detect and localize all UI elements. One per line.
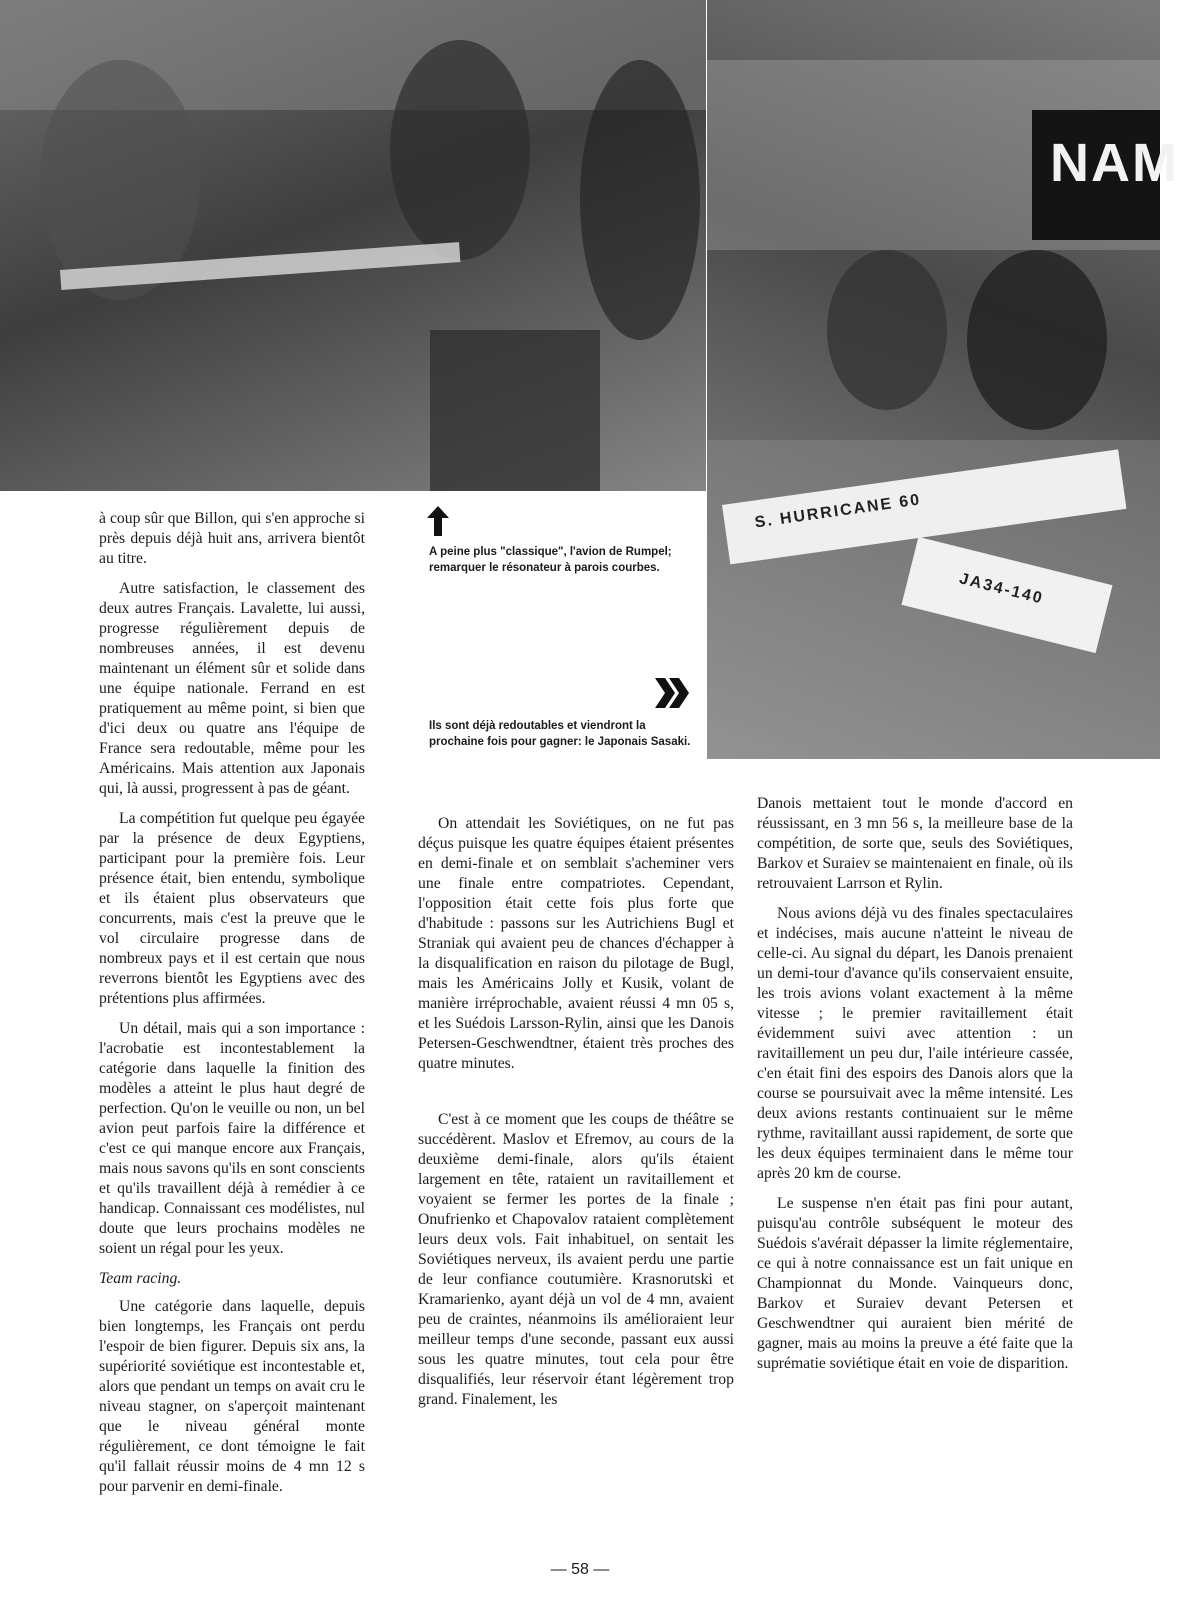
article-column-2: [418, 814, 734, 1420]
article-column-3: [757, 794, 1073, 1384]
section-heading: Team racing.: [99, 1270, 182, 1287]
plane-wing2-text: JA34-140: [957, 570, 1046, 608]
paragraph: Le suspense n'en était pas fini pour autant, puisqu'au contrôle subséquent le moteur des Suédois s'avérait dépasser la limite réglementaire, ce qui à notre connaissance est un fait unique en Championnat du Monde. Vainqueurs donc, Barkov et Suraiev devant Petersen et Geschwendtner qui auraient bien mérité de gagner, mais au moins la preuve a été faite que la suprématie soviétique était en voie de disparition.: [757, 1195, 1073, 1372]
paragraph: On attendait les Soviétiques, on ne fut pas déçus puisque les quatre équipes étaient présentes en demi-finale et on semblait s'acheminer vers une finale entre compatriotes. Cependant, l'opposition était cette fois plus forte que d'habitude : passons sur les Autrichiens Bugl et Straniak qui avaient peu de chances d'échapper à la disqualification en raison du pilotage de Bugl, mais les Américains Jolly et Kusik, volant de manière irréprochable, avaient réussi 4 mn 05 s, et les Suédois Larsson-Rylin, ainsi que les Danois Petersen-Geschwendtner, étaient très proches des quatre minutes.: [418, 815, 734, 1072]
arrow-up-icon: [427, 506, 449, 536]
paragraph: Un détail, mais qui a son importance : l'acrobatie est incontestablement la catégorie dans laquelle la finition des modèles a atteint le plus haut degré de perfection. Qu'on le veuille ou non, un bel avion peut parfois faire la différence et c'est ce qui manque encore aux Français, mais nous savons qu'ils en sont conscients et qu'ils travaillent déjà à remédier à ce handicap. Connaissant ces modélistes, nul doute que leurs prochains modèles ne soient un régal pour les yeux.: [99, 1020, 365, 1257]
photo-japanese-team: [707, 0, 1179, 759]
paragraph: Nous avions déjà vu des finales spectaculaires et indécises, mais aucune n'atteint le niveau de celle-ci. Au signal du départ, les Danois prenaient un demi-tour d'avance qu'ils conservaient ensuite, les trois avions volant exactement à la même vitesse ; le premier ravitaillement était évidemment suivi avec attention : un ravitaillement un peu dur, l'aile intérieure cassée, c'en était fini des espoirs des Danois alors que la course se poursuivait avec la même intensité. Les deux avions restants continuaient sur le même rythme, ravitaillant aussi rapidement, de sorte que les deux équipes terminaient dans le même tour après 20 km de course.: [757, 905, 1073, 1182]
paragraph: La compétition fut quelque peu égayée par la présence de deux Egyptiens, participant pour la première fois. Leur présence était, bien entendu, symbolique et ils étaient plus observateurs que concurrents, mais c'est la preuve que le vol circulaire progresse dans de nombreux pays et il est certain que nous reverrons bientôt les Egyptiens avec des prétentions plus affirmées.: [99, 810, 365, 1007]
plane-wing-text: S. HURRICANE 60: [753, 491, 923, 532]
photo-left-scene: [0, 0, 706, 491]
double-arrow-right-icon: [655, 678, 689, 708]
paragraph: Danois mettaient tout le monde d'accord en réussissant, en 3 mn 56 s, la meilleure base de la compétition, de sorte que, seuls des Soviétiques, Barkov et Suraiev se maintenaient en finale, où ils retrouvaient Larrson et Rylin.: [757, 795, 1073, 892]
paragraph: Autre satisfaction, le classement des deux autres Français. Lavalette, lui aussi, progresse régulièrement depuis de nombreuses années, il est devenu maintenant un élément sûr et solide dans une équipe nationale. Ferrand en est pratiquement au même point, si bien que d'ici deux ou quatre ans l'équipe de France sera redoutable, même pour les Américains. Mais attention aux Japonais qui, là aussi, progressent à pas de géant.: [99, 580, 365, 797]
banner-sign-text: NAM: [1050, 133, 1179, 193]
paragraph: à coup sûr que Billon, qui s'en approche si près depuis déjà huit ans, arrivera bientôt au titre.: [99, 510, 365, 567]
article-column-1: [99, 509, 365, 1507]
caption-sasaki: Ils sont déjà redoutables et viendront la prochaine fois pour gagner: le Japonais Sasaki.: [429, 720, 691, 748]
caption-rumpel: A peine plus "classique", l'avion de Rumpel; remarquer le résonateur à parois courbes.: [429, 546, 672, 574]
paragraph: Une catégorie dans laquelle, depuis bien longtemps, les Français ont perdu l'espoir de bien figurer. Depuis six ans, la supériorité soviétique est incontestable et, alors que pendant un temps on avait cru le niveau stagner, on s'aperçoit maintenant que le niveau général monte régulièrement, ce dont témoigne le fait qu'il fallait réussir moins de 4 mn 12 s pour parvenir en demi-finale.: [99, 1298, 365, 1495]
paragraph: C'est à ce moment que les coups de théâtre se succédèrent. Maslov et Efremov, au cours de la deuxième demi-finale, alors qu'ils étaient largement en tête, rataient un ravitaillement et voyaient se fermer les portes de la finale ; Onufrienko et Chapovalov rataient complètement leurs deux vols. Fait inhabituel, on sentait les Soviétiques nerveux, ils avaient perdu une partie de leur confiance coutumière. Krasnorutski et Kramarienko, ayant déjà un vol de 4 mn, avaient peu de craintes, néanmoins ils amélioraient leur meilleur temps d'une seconde, passant eux aussi sous les quatre minutes, tout cela pour être disqualifiés, leur réservoir étant légèrement trop grand. Finalement, les: [418, 1111, 734, 1408]
banner-sign: [1032, 110, 1179, 240]
photo-modelers-rumpel: [0, 0, 706, 491]
page-number: — 58 —: [550, 1561, 610, 1578]
